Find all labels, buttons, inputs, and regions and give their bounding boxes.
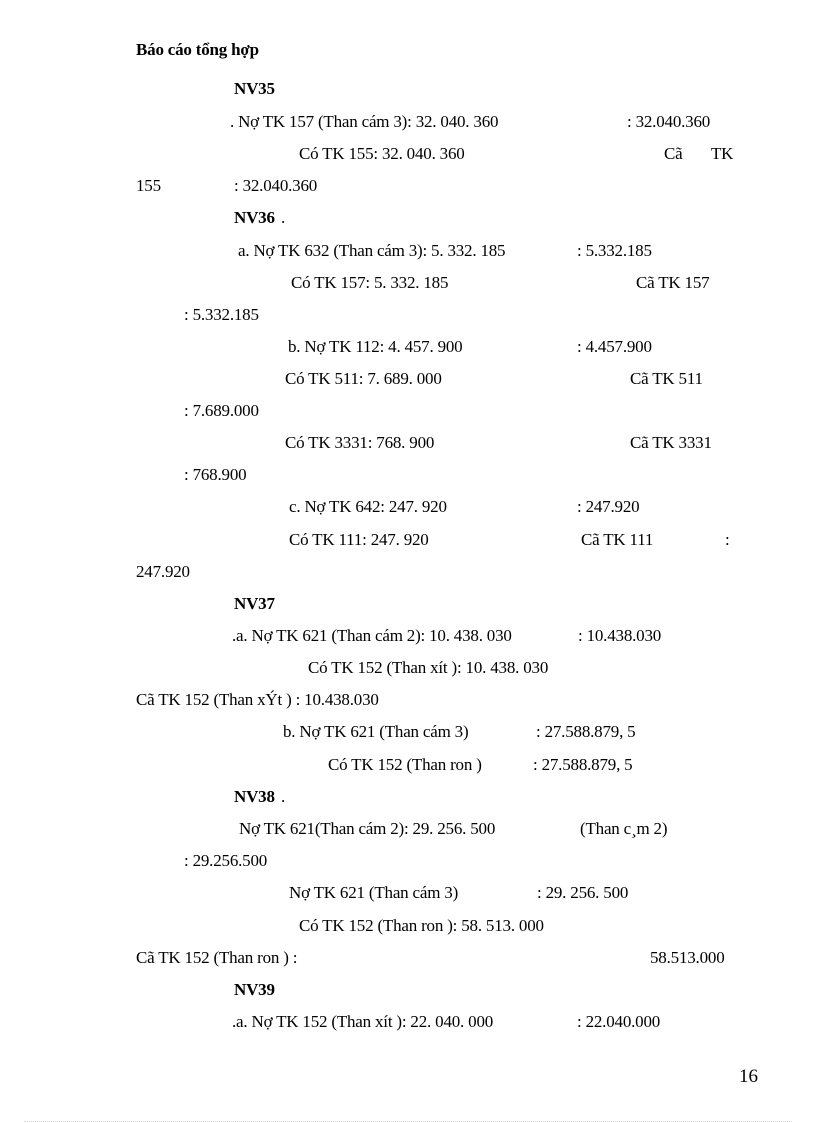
entry-amount: 58.513.000 [650, 948, 725, 967]
section-heading-nv37: NV37 [234, 594, 275, 613]
section-heading-nv39: NV39 [234, 980, 275, 999]
entry-amount: : 32.040.360 [234, 176, 318, 195]
entry-line: : [725, 530, 730, 549]
entry-line: Có TK 152 (Than ron ): 58. 513. 000 [299, 916, 544, 935]
entry-line: Có TK 152 (Than xít ): 10. 438. 030 [308, 658, 549, 677]
page-bottom-divider [24, 1121, 792, 1122]
entry-line: b. Nợ TK 112: 4. 457. 900 [288, 337, 463, 356]
entry-amount: : 768.900 [184, 465, 247, 484]
entry-amount: : 5.332.185 [184, 305, 259, 324]
entry-line: Có TK 3331: 768. 900 [285, 433, 435, 452]
entry-amount: : 29.256.500 [184, 851, 268, 870]
entry-line: Cã TK 152 (Than ron ) : [136, 948, 298, 967]
section-heading-nv36: NV36 [234, 208, 275, 227]
entry-line: Nợ TK 621 (Than cám 3) [289, 883, 459, 902]
entry-line: TK [711, 144, 734, 163]
section-heading-nv38: NV38 [234, 787, 275, 806]
entry-line: Cã TK 152 (Than xÝt ) : 10.438.030 [136, 690, 379, 709]
entry-amount: : 32.040.360 [627, 112, 711, 131]
page-number: 16 [739, 1066, 758, 1087]
entry-line: 155 [136, 176, 161, 195]
entry-line: .a. Nợ TK 621 (Than cám 2): 10. 438. 030 [232, 626, 512, 645]
entry-amount: : 247.920 [577, 497, 640, 516]
entry-line: Cã TK 157 [636, 273, 710, 292]
entry-amount: : 29. 256. 500 [537, 883, 629, 902]
entry-line: Cã TK 3331 [630, 433, 712, 452]
entry-line: Có TK 111: 247. 920 [289, 530, 429, 549]
entry-amount: : 27.588.879, 5 [533, 755, 633, 774]
entry-amount: : 10.438.030 [578, 626, 662, 645]
entry-line: b. Nợ TK 621 (Than cám 3) [283, 722, 469, 741]
entry-line: (Than c¸m 2) [580, 819, 668, 838]
entry-amount: : 4.457.900 [577, 337, 652, 356]
entry-line: Có TK 511: 7. 689. 000 [285, 369, 442, 388]
entry-line: . [281, 208, 286, 227]
entry-amount: 247.920 [136, 562, 190, 581]
entry-line: a. Nợ TK 632 (Than cám 3): 5. 332. 185 [238, 241, 506, 260]
entry-amount: : 27.588.879, 5 [536, 722, 636, 741]
entry-line: . [281, 787, 286, 806]
entry-line: c. Nợ TK 642: 247. 920 [289, 497, 447, 516]
entry-line: Cã [664, 144, 683, 163]
section-heading-nv35: NV35 [234, 79, 275, 98]
entry-amount: : 5.332.185 [577, 241, 652, 260]
entry-amount: : 22.040.000 [577, 1012, 661, 1031]
entry-line: Cã TK 111 [581, 530, 654, 549]
entry-line: Nợ TK 621(Than cám 2): 29. 256. 500 [239, 819, 496, 838]
entry-line: Có TK 157: 5. 332. 185 [291, 273, 449, 292]
entry-line: Có TK 155: 32. 040. 360 [299, 144, 465, 163]
entry-amount: : 7.689.000 [184, 401, 259, 420]
entry-line: . Nợ TK 157 (Than cám 3): 32. 040. 360 [230, 112, 499, 131]
entry-line: .a. Nợ TK 152 (Than xít ): 22. 040. 000 [232, 1012, 494, 1031]
page-header-title: Báo cáo tổng hợp [136, 40, 259, 59]
entry-line: Có TK 152 (Than ron ) [328, 755, 482, 774]
entry-line: Cã TK 511 [630, 369, 703, 388]
